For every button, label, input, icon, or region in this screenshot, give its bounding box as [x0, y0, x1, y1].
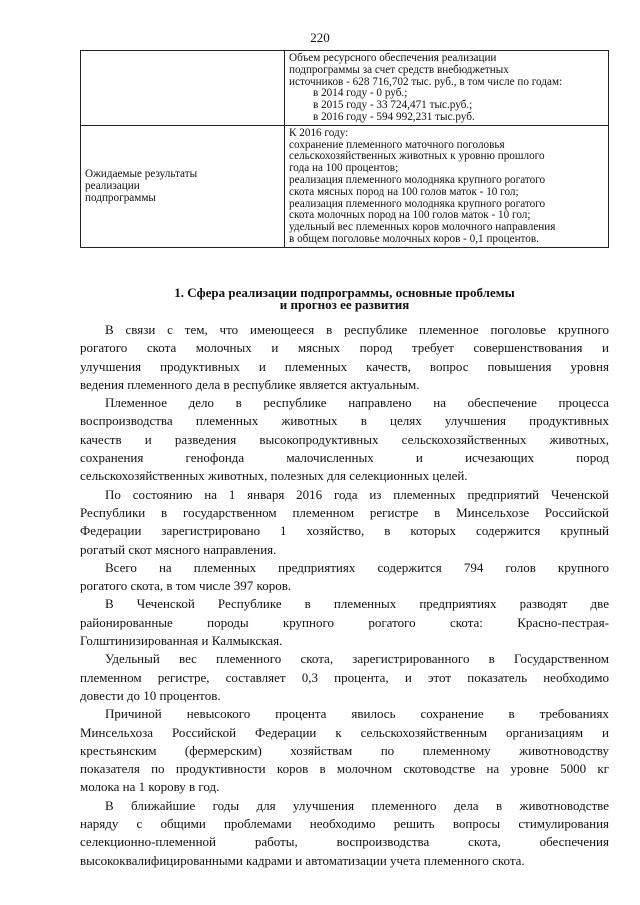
- paragraph-line: В Чеченской Республике в племенных предприятиях разводят две: [105, 596, 609, 612]
- paragraph-line: показателя по продуктивности коров в молочном скотоводстве на уровне 5000 кг: [80, 761, 609, 777]
- paragraph-line: качеств и разведения высокопродуктивных сельскохозяйственных животных,: [80, 431, 609, 447]
- paragraph-line: племенном регистре, составляет 0,3 процента, и этот показатель необходимо: [80, 669, 609, 685]
- paragraph: [80, 559, 609, 596]
- paragraph: [80, 797, 609, 870]
- row-content-cell: [285, 125, 609, 247]
- paragraph-line: Причиной невысокого процента явилось сохранение в требованиях: [105, 706, 609, 722]
- paragraph-line: рогатый скот мясного направления.: [80, 541, 277, 557]
- row-content-line: сохранение племенного маточного поголовья: [289, 138, 505, 151]
- row-content-line: реализация племенного молодняка крупного рогатого: [289, 173, 546, 186]
- paragraph-line: В ближайшие годы для улучшения племенного дела в животноводстве: [105, 797, 609, 813]
- paragraph-line: В связи с тем, что имеющееся в республике племенное поголовье крупного: [105, 322, 609, 337]
- paragraph-line: сохранения генофонда малочисленных и исчезающих пород: [80, 450, 609, 466]
- paragraph-line: Голштинизированная и Калмыкская.: [80, 633, 283, 649]
- row-content-line: удельный вес племенных коров молочного направления: [289, 221, 556, 234]
- row-content-line: в 2015 году - 33 724,471 тыс.руб.;: [313, 99, 473, 112]
- paragraph-line: Всего на племенных предприятиях содержится 794 голов крупного: [105, 559, 609, 575]
- row-content-line: в 2014 году - 0 руб.;: [313, 87, 408, 100]
- paragraph-line: Минсельхоза Российской Федерации к сельскохозяйственным организациям и: [80, 724, 609, 740]
- table-row: [81, 125, 609, 247]
- paragraph-line: Племенное дело в республике направлено на обеспечение процесса: [105, 395, 609, 411]
- row-label-cell: [81, 125, 285, 247]
- row-content-line: источников - 628 716,702 тыс. руб., в том числе по годам:: [289, 75, 563, 88]
- section-heading: [80, 287, 609, 311]
- paragraph: [80, 595, 609, 650]
- paragraph: [80, 321, 609, 394]
- paragraph-line: молока на 1 корову в год.: [80, 779, 220, 795]
- row-content-line: скота мясных пород на 100 голов маток - 10 гол;: [289, 185, 519, 198]
- row-content-line: подпрограммы за счет средств внебюджетных: [289, 63, 509, 76]
- row-content-line: сельскохозяйственных животных к уровню прошлого: [289, 150, 545, 163]
- paragraph-line: довести до 10 процентов.: [80, 687, 221, 703]
- paragraph: [80, 486, 609, 559]
- paragraph-line: улучшения продуктивных и племенных качеств, вопрос повышения уровня: [80, 358, 609, 374]
- paragraph: [80, 650, 609, 705]
- paragraph-line: высококвалифицированными кадрами и автоматизации учета племенного скота.: [80, 852, 525, 868]
- paragraph: [80, 705, 609, 796]
- paragraph-line: рогатого скота, в том числе 397 коров.: [80, 578, 292, 594]
- row-content-line: реализация племенного молодняка крупного рогатого: [289, 197, 546, 210]
- row-content-line: К 2016 году:: [289, 126, 349, 139]
- paragraph-line: Республики в государственном племенном регистре в Минсельхозе Российской: [80, 504, 609, 520]
- paragraph-line: селекционно-племенной работы, воспроизводства скота, обеспечения: [80, 834, 609, 850]
- paragraph: [80, 394, 609, 485]
- paragraph-line: сельскохозяйственных животных, полезных для селекционных целей.: [80, 468, 468, 484]
- row-label-line: Ожидаемые результаты: [85, 168, 198, 181]
- row-label-line: реализации: [85, 179, 140, 192]
- row-content-line: года на 100 процентов;: [289, 162, 399, 175]
- passport-table: [80, 50, 609, 248]
- body-text: [80, 321, 609, 870]
- row-content-line: скота молочных пород на 100 голов маток - 10 гол;: [289, 209, 531, 222]
- row-label-cell: [81, 51, 285, 126]
- paragraph-line: Удельный вес племенного скота, зарегистрированного в Государственном: [105, 651, 609, 667]
- paragraph-line: наряду с общими проблемами необходимо решить вопросы стимулирования: [80, 816, 609, 832]
- paragraph-line: воспроизводства племенных животных в целях улучшения продуктивных: [80, 413, 609, 429]
- table-row: [81, 51, 609, 126]
- row-label-line: подпрограммы: [85, 191, 156, 204]
- row-content-line: Объем ресурсного обеспечения реализации: [289, 52, 497, 64]
- row-content-line: в 2016 году - 594 992,231 тыс.руб.: [313, 110, 475, 123]
- row-content-cell: [285, 51, 609, 126]
- row-content-line: в общем поголовье молочных коров - 0,1 процентов.: [289, 232, 539, 245]
- paragraph-line: рогатого скота молочных и мясных пород требует совершенствования и: [80, 340, 609, 356]
- paragraph-line: крестьянским (фермерским) хозяйствам по племенному животноводству: [80, 742, 609, 758]
- page-number: 220: [310, 30, 330, 45]
- paragraph-line: ведения племенного дела в республике является актуальным.: [80, 376, 420, 392]
- heading-line: и прогноз ее развития: [279, 297, 410, 312]
- paragraph-line: По состоянию на 1 января 2016 года из племенных предприятий Чеченской: [105, 486, 609, 502]
- paragraph-line: районированные породы крупного рогатого скота: Красно-пестрая-: [80, 614, 609, 630]
- heading-line: 1. Сфера реализации подпрограммы, основные проблемы: [174, 285, 515, 300]
- paragraph-line: Федерации зарегистрировано 1 хозяйство, в которых содержится крупный: [80, 523, 609, 539]
